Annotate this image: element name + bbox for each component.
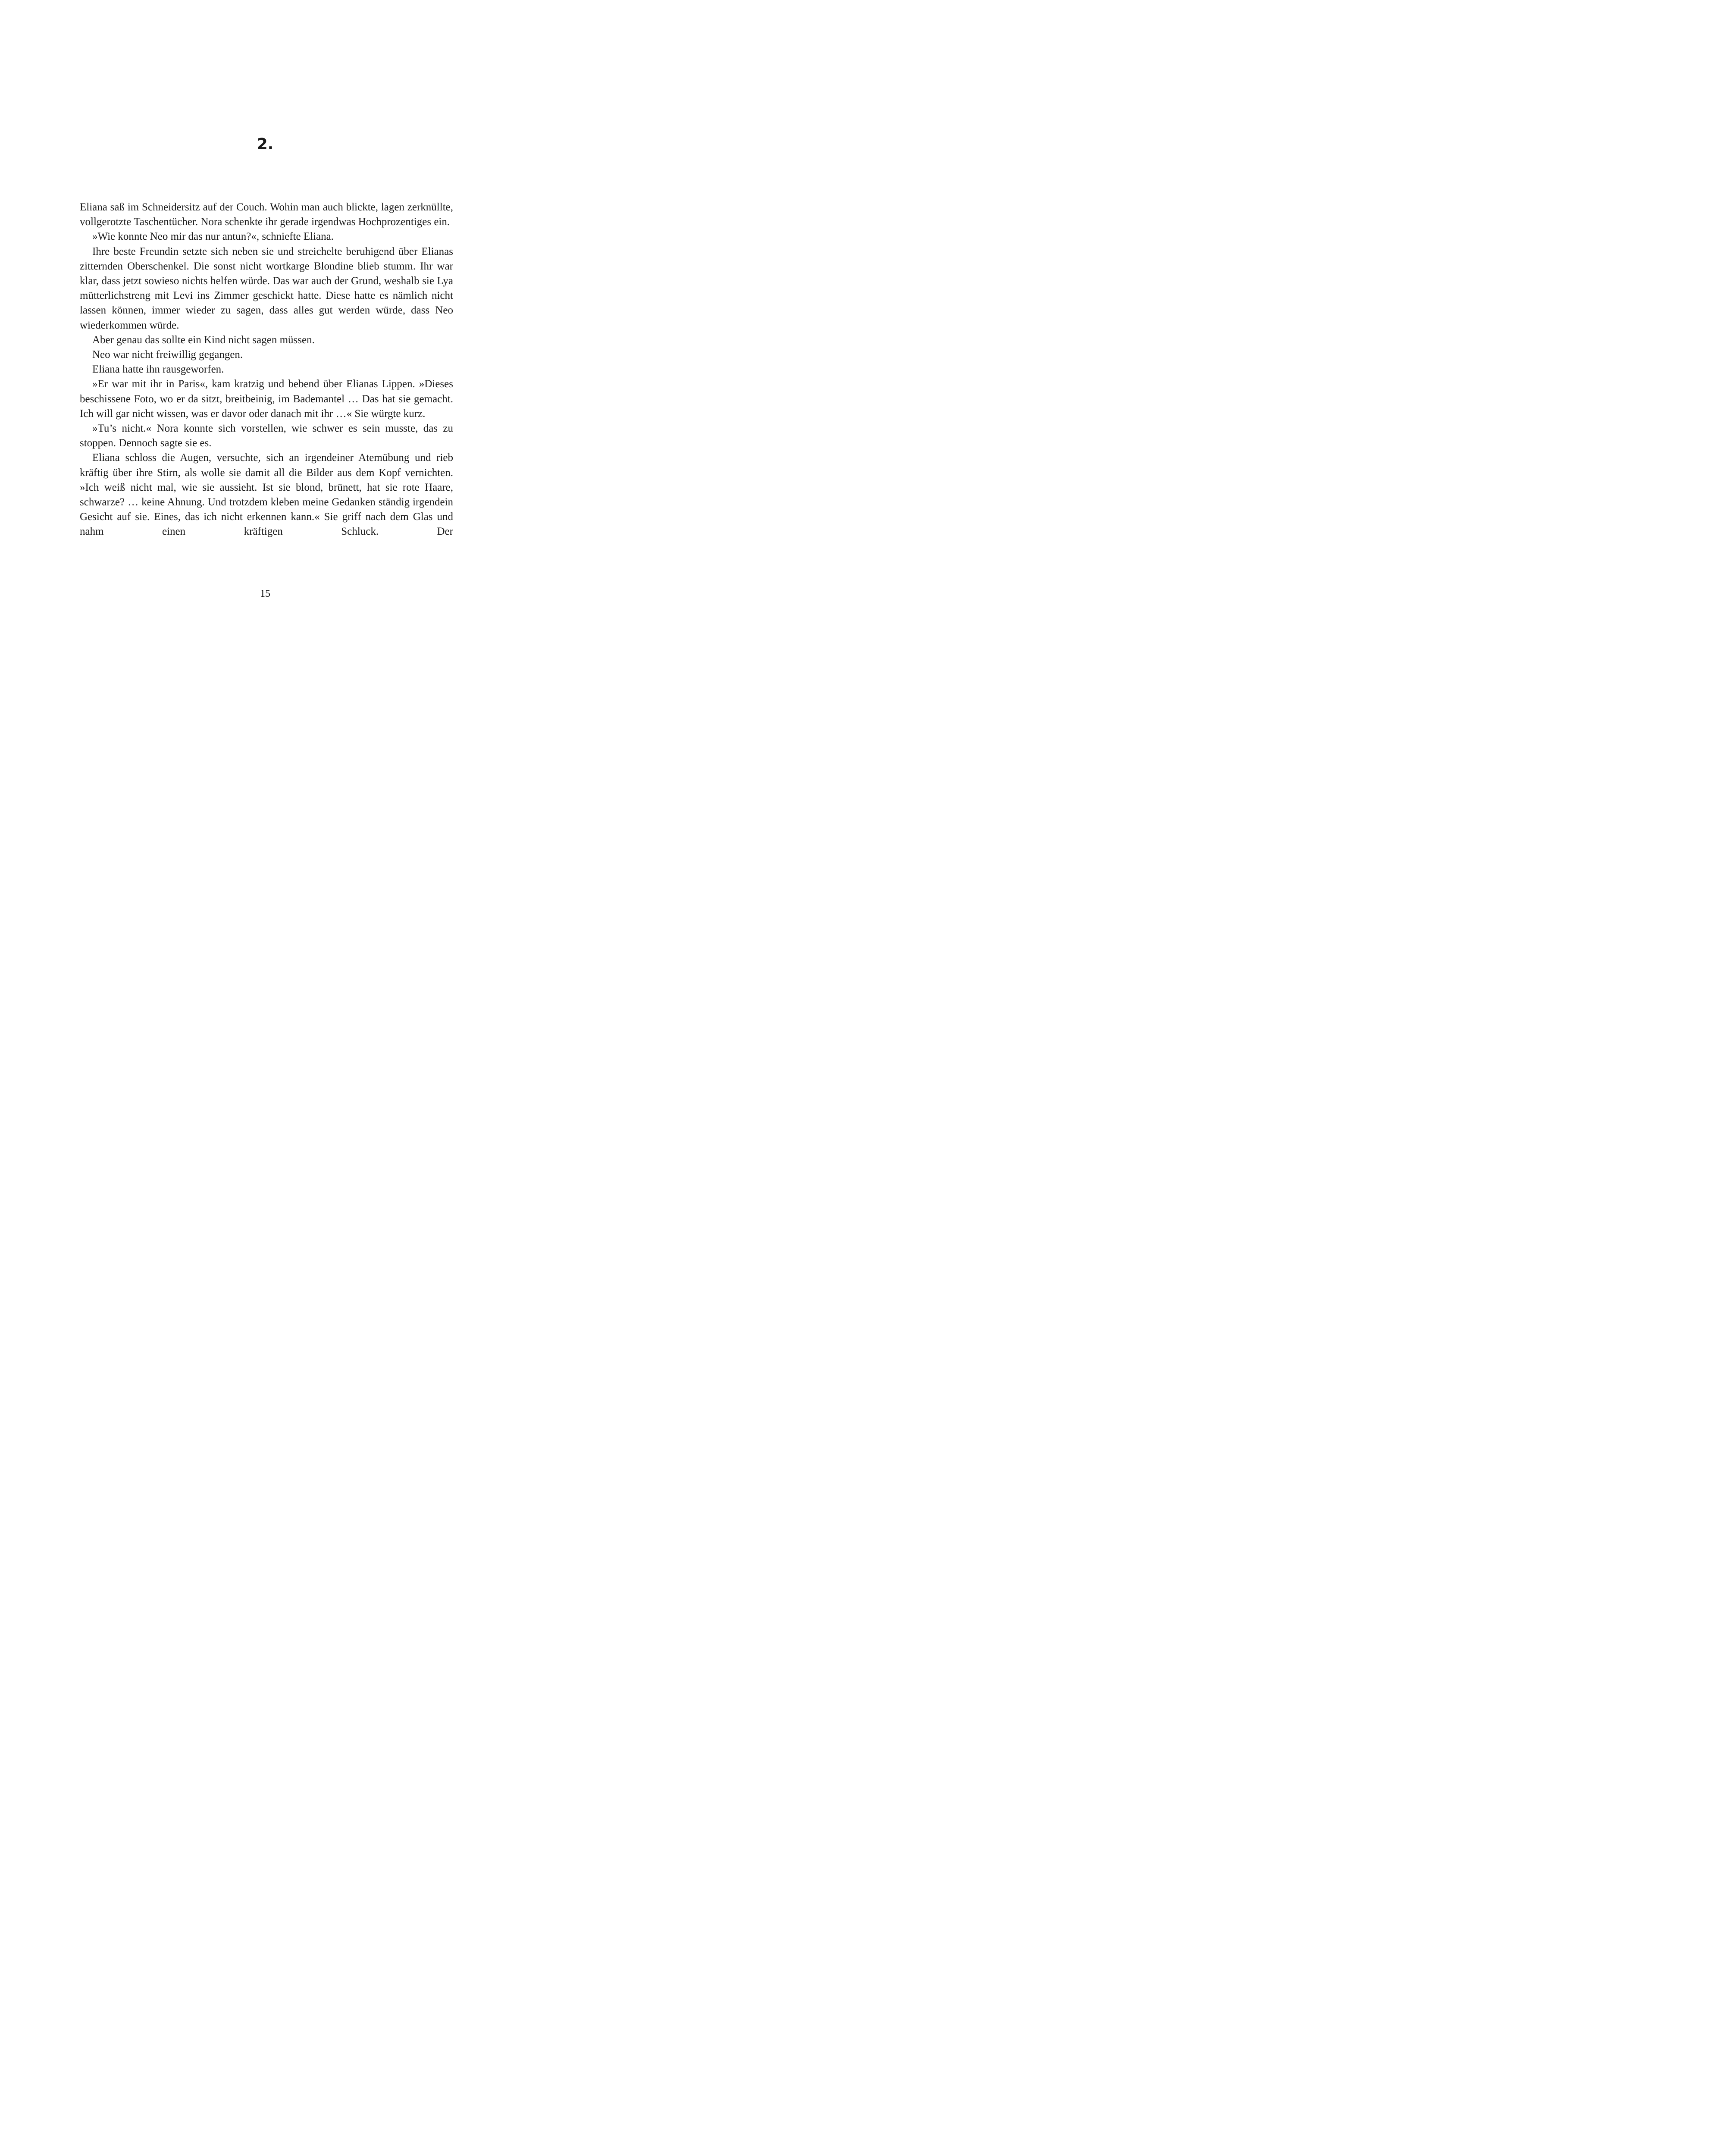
chapter-heading: 2. bbox=[257, 135, 274, 153]
paragraph: »Tu’s nicht.« Nora konnte sich vorstellen, wie schwer es sein musste, das zu stoppen. Dennoch sagte sie es. bbox=[80, 423, 453, 449]
paragraph: Ihre beste Freundin setzte sich neben sie und streichelte beruhigend über Elianas zitternden Oberschenkel. Die sonst nicht wortkarge Blondine blieb stumm. Ihr war klar, dass jetzt sowieso nichts helfen würde. Das war auch der Grund, weshalb sie Lya mütterlichstreng mit Levi ins Zimmer geschickt hatte. Diese hatte es nämlich nicht lassen können, immer wieder zu sagen, dass alles gut werden würde, dass Neo wiederkommen würde. bbox=[80, 245, 453, 331]
paragraph: »Er war mit ihr in Paris«, kam kratzig und bebend über Elianas Lippen. »Dieses beschissene Foto, wo er da sitzt, breitbeinig, im Bademantel … Das hat sie gemacht. Ich will gar nicht wissen, was er davor oder danach mit ihr …« Sie würgte kurz. bbox=[80, 378, 453, 420]
chapter-body bbox=[80, 200, 453, 539]
paragraph: Eliana saß im Schneidersitz auf der Couch. Wohin man auch blickte, lagen zerknüllte, vollgerotzte Taschentücher. Nora schenkte ihr gerade irgendwas Hochprozentiges ein. bbox=[80, 201, 453, 228]
page-number: 15 bbox=[260, 588, 270, 599]
paragraph: Aber genau das sollte ein Kind nicht sagen müssen. bbox=[92, 334, 315, 346]
book-page bbox=[0, 0, 530, 686]
paragraph: Eliana hatte ihn rausgeworfen. bbox=[92, 364, 224, 376]
paragraph: »Wie konnte Neo mir das nur antun?«, schniefte Eliana. bbox=[92, 231, 334, 243]
paragraph: Neo war nicht freiwillig gegangen. bbox=[92, 349, 243, 361]
paragraph: Eliana schloss die Augen, versuchte, sich an irgendeiner Atemübung und rieb kräftig über ihre Stirn, als wolle sie damit all die Bilder aus dem Kopf vernichten. »Ich weiß nicht mal, wie sie aussieht. Ist sie blond, brünett, hat sie rote Haare, schwarze? … keine Ahnung. Und trotzdem kleben meine Gedanken ständig irgendein Gesicht auf sie. Eines, das ich nicht erkennen kann.« Sie griff nach dem Glas und nahm einen kräftigen Schluck. Der bbox=[80, 452, 453, 538]
